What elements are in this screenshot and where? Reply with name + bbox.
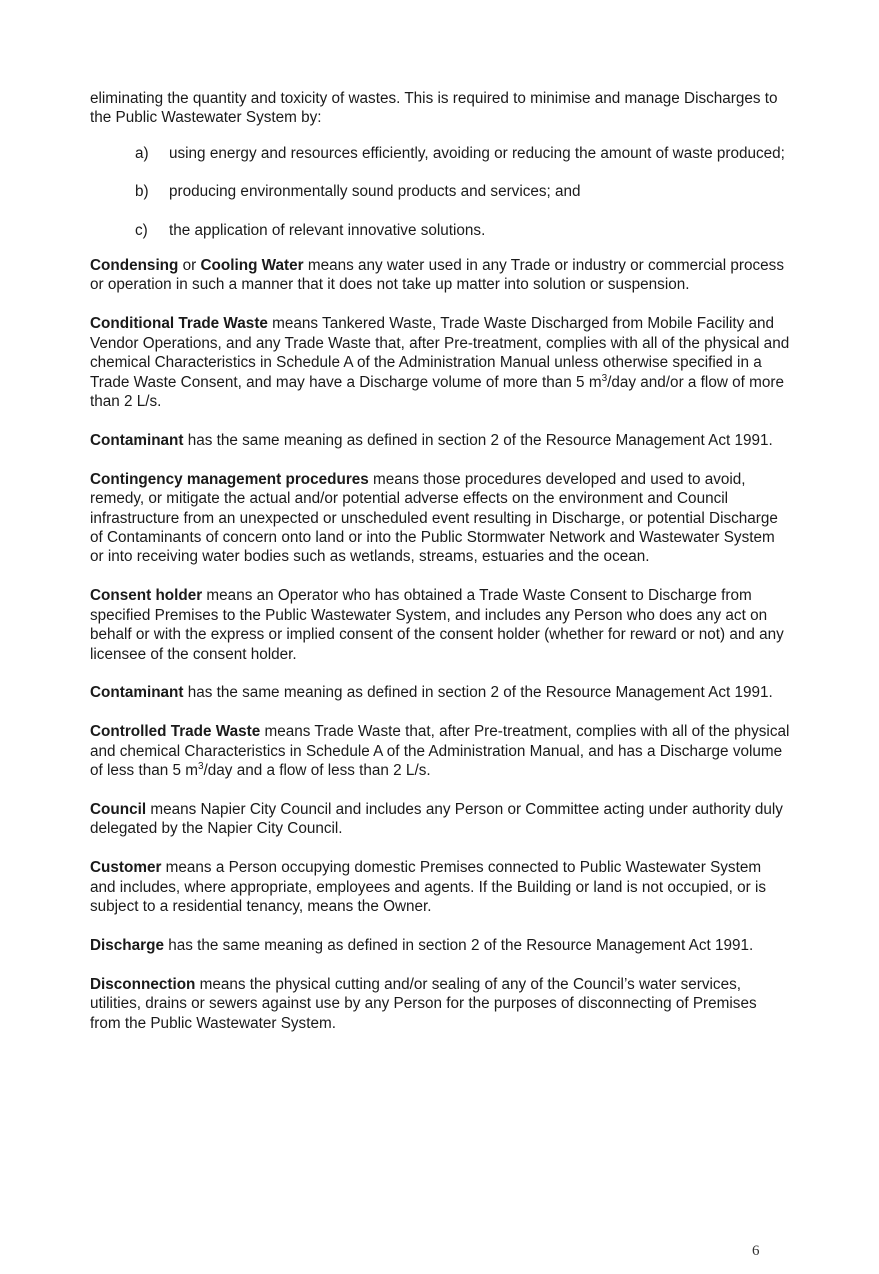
- definition-controlled-trade-waste: [90, 722, 790, 780]
- definition-text: has the same meaning as defined in section 2 of the Resource Management Act 1991.: [163, 937, 754, 955]
- definition-condensing: [90, 256, 790, 295]
- definition-text: means Tankered Waste, Trade Waste Discharged from Mobile Facility and Vendor Operations, and any Trade Waste that, after Pre-treatment, complies with all of the physical and chemical Characteristics in Schedule A of the Administration Manual unless otherwise specified in a Trade Waste Consent, and may have a Discharge volume of more than 5 m: [90, 315, 790, 391]
- definition-customer: [90, 858, 790, 916]
- definition-term: Condensing: [90, 257, 179, 275]
- list-item-text: the application of relevant innovative solutions.: [169, 221, 486, 239]
- definition-consent-holder: [90, 586, 790, 664]
- list-item-text: using energy and resources efficiently, avoiding or reducing the amount of waste produced;: [169, 144, 785, 162]
- definition-text: means any water used in any Trade or industry or commercial process or operation in such a manner that it does not take up matter into solution or suspension.: [90, 257, 784, 294]
- definition-term: Contaminant: [90, 684, 184, 702]
- definition-term: Discharge: [90, 937, 164, 955]
- definition-text: has the same meaning as defined in section 2 of the Resource Management Act 1991.: [183, 431, 773, 449]
- definition-term: Disconnection: [90, 976, 196, 993]
- list-item: [90, 221, 790, 240]
- definition-term: Contingency management procedures: [90, 470, 369, 488]
- definition-joiner: or: [178, 257, 201, 275]
- list-item: [90, 144, 790, 163]
- definition-contaminant: [90, 431, 790, 450]
- intro-paragraph: eliminating the quantity and toxicity of wastes. This is required to minimise and manage Discharges to the Public Wastewater System by:: [90, 90, 778, 127]
- list-item: [90, 182, 790, 201]
- document-page: [90, 89, 790, 1053]
- definition-contaminant: [90, 683, 790, 702]
- definition-term: Controlled Trade Waste: [90, 723, 261, 741]
- definition-term: Consent holder: [90, 587, 203, 605]
- definition-term: Cooling Water: [200, 257, 304, 275]
- definition-term: Council: [90, 801, 147, 819]
- definition-text: /day and a flow of less than 2 L/s.: [203, 762, 431, 780]
- definition-term: Customer: [90, 859, 162, 877]
- superscript: 3: [601, 372, 608, 384]
- definition-text: means Trade Waste that, after Pre-treatment, complies with all of the physical and chemical Characteristics in Schedule A of the Administration Manual, and has a Discharge volume of less than 5 m: [90, 723, 790, 780]
- definition-contingency-management-procedures: [90, 470, 790, 567]
- definition-text: /day and/or a flow of more than 2 L/s.: [90, 373, 784, 410]
- definition-text: means Napier City Council and includes any Person or Committee acting under authority duly delegated by the Napier City Council.: [90, 801, 783, 838]
- definition-text: has the same meaning as defined in section 2 of the Resource Management Act 1991.: [183, 684, 773, 702]
- list-item-text: producing environmentally sound products and services; and: [169, 183, 581, 201]
- definition-disconnection: [90, 975, 790, 1033]
- waste-minimisation-list: [90, 144, 790, 240]
- definition-discharge: [90, 936, 790, 955]
- definition-conditional-trade-waste: [90, 314, 790, 411]
- definition-text: means the physical cutting and/or sealing of any of the Council’s water services, utilities, drains or sewers against use by any Person for the purposes of disconnecting of Premises from the Public Wastewater System.: [90, 976, 757, 1032]
- page-number: 6: [752, 1243, 760, 1259]
- list-marker: c): [135, 221, 148, 239]
- definition-text: means those procedures developed and used to avoid, remedy, or mitigate the actual and/or potential adverse effects on the environment and Council infrastructure from an unexpected or unscheduled event resulting in Discharge, or potential Discharge of Contaminants of concern onto land or into the Public Stormwater Network and Wastewater System or into receiving water bodies such as wetlands, streams, estuaries and the ocean.: [90, 470, 778, 566]
- list-marker: b): [135, 183, 149, 201]
- definition-council: [90, 800, 790, 839]
- definition-text: means an Operator who has obtained a Trade Waste Consent to Discharge from specified Premises to the Public Wastewater System, and includes any Person who does any act on behalf or with the express or implied consent of the consent holder (whether for reward or not) and any licensee of the consent holder.: [90, 587, 784, 663]
- list-marker: a): [135, 144, 149, 162]
- definition-term: Conditional Trade Waste: [90, 315, 268, 333]
- superscript: 3: [197, 761, 204, 773]
- definition-term: Contaminant: [90, 431, 184, 449]
- definition-text: means a Person occupying domestic Premises connected to Public Wastewater System and includes, where appropriate, employees and agents. If the Building or land is not occupied, or is subject to a residential tenancy, means the Owner.: [90, 859, 767, 916]
